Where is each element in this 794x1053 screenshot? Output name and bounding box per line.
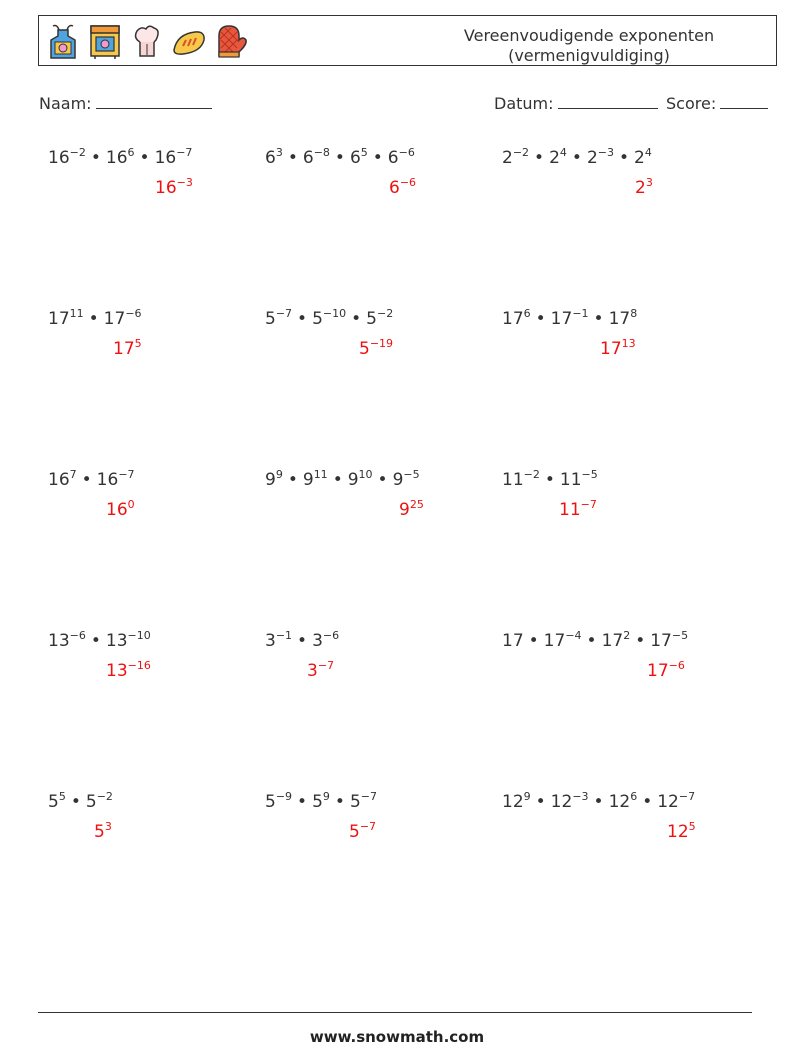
term-exponent: 7 xyxy=(69,468,77,481)
name-label: Naam: xyxy=(39,94,92,113)
answer-power xyxy=(349,822,376,842)
term-base: 12 xyxy=(550,792,573,812)
answer-base: 16 xyxy=(155,178,177,198)
multiply-dot: • xyxy=(377,470,388,490)
date-blank[interactable] xyxy=(558,92,658,109)
term-base: 16 xyxy=(105,148,128,168)
answer-base: 5 xyxy=(349,822,360,842)
term-base: 5 xyxy=(85,792,97,812)
header-icons xyxy=(45,22,249,60)
term-exponent: −5 xyxy=(671,629,689,642)
term-base: 17 xyxy=(543,631,566,651)
term-base: 13 xyxy=(105,631,128,651)
multiply-dot: • xyxy=(334,148,345,168)
term-power xyxy=(312,309,346,329)
term-exponent: −1 xyxy=(572,307,589,320)
answer-base: 2 xyxy=(635,178,646,198)
term-exponent: 9 xyxy=(322,790,330,803)
answer-base: 13 xyxy=(106,661,128,681)
term-exponent: −7 xyxy=(275,307,293,320)
term-power xyxy=(393,470,420,490)
term-base: 2 xyxy=(502,148,513,168)
term-power xyxy=(48,470,77,490)
term-exponent: −10 xyxy=(322,307,347,320)
title-line-1: Vereenvoudigende exponenten xyxy=(463,26,715,45)
answer-exponent: 25 xyxy=(409,498,424,511)
term-base: 3 xyxy=(312,631,323,651)
problem-answer xyxy=(600,339,636,359)
problem-answer xyxy=(155,178,193,198)
term-power xyxy=(502,631,524,651)
answer-exponent: 5 xyxy=(688,820,696,833)
term-base: 2 xyxy=(549,148,560,168)
problem-answer xyxy=(399,500,424,520)
answer-exponent: −6 xyxy=(668,659,685,672)
term-base: 17 xyxy=(650,631,672,651)
answer-power xyxy=(600,339,636,359)
term-base: 16 xyxy=(154,148,177,168)
term-exponent: 6 xyxy=(630,790,638,803)
answer-exponent: 13 xyxy=(621,337,636,350)
term-base: 17 xyxy=(103,309,126,329)
answer-exponent: 3 xyxy=(104,820,112,833)
score-blank[interactable] xyxy=(720,92,768,109)
answer-power xyxy=(389,178,416,198)
term-base: 12 xyxy=(608,792,631,812)
term-base: 3 xyxy=(265,631,276,651)
term-base: 11 xyxy=(502,470,524,490)
multiply-dot: • xyxy=(534,148,545,168)
term-base: 6 xyxy=(302,148,314,168)
term-exponent: 8 xyxy=(630,307,638,320)
term-power xyxy=(549,148,567,168)
problem-answer xyxy=(559,500,597,520)
worksheet-title xyxy=(439,26,739,66)
term-power xyxy=(303,470,328,490)
term-exponent: 6 xyxy=(127,146,135,159)
term-base: 17 xyxy=(502,631,524,651)
term-exponent: −2 xyxy=(512,146,530,159)
term-base: 16 xyxy=(48,470,70,490)
term-power xyxy=(502,470,540,490)
term-exponent: −3 xyxy=(572,790,589,803)
term-base: 6 xyxy=(387,148,399,168)
term-exponent: 3 xyxy=(275,146,283,159)
term-exponent: −6 xyxy=(322,629,340,642)
problem-answer xyxy=(359,339,393,359)
multiply-dot: • xyxy=(535,792,546,812)
term-exponent: 9 xyxy=(275,468,283,481)
worksheet-header xyxy=(38,15,777,66)
term-exponent: −6 xyxy=(69,629,86,642)
multiply-dot: • xyxy=(593,792,604,812)
term-base: 2 xyxy=(586,148,598,168)
term-exponent: −7 xyxy=(360,790,377,803)
answer-power xyxy=(635,178,653,198)
term-power xyxy=(265,148,283,168)
term-base: 9 xyxy=(302,470,314,490)
problem-answer xyxy=(106,661,151,681)
term-power xyxy=(657,792,695,812)
term-power xyxy=(602,631,631,651)
problem-expression xyxy=(265,631,339,651)
term-base: 17 xyxy=(608,309,631,329)
multiply-dot: • xyxy=(81,470,92,490)
term-base: 17 xyxy=(550,309,573,329)
multiply-dot: • xyxy=(593,309,604,329)
problem-expression xyxy=(502,148,652,168)
answer-power xyxy=(94,822,112,842)
multiply-dot: • xyxy=(139,148,150,168)
term-power xyxy=(265,792,292,812)
multiply-dot: • xyxy=(332,470,343,490)
term-exponent: −3 xyxy=(597,146,614,159)
term-exponent: −7 xyxy=(678,790,696,803)
term-exponent: −5 xyxy=(581,468,598,481)
multiply-dot: • xyxy=(618,148,630,168)
score-field xyxy=(666,92,768,113)
term-power xyxy=(650,631,688,651)
answer-exponent: 5 xyxy=(134,337,142,350)
problem-expression xyxy=(502,309,637,329)
answer-power xyxy=(307,661,334,681)
term-base: 5 xyxy=(48,792,59,812)
score-label: Score: xyxy=(666,94,717,113)
multiply-dot: • xyxy=(372,148,383,168)
answer-base: 9 xyxy=(399,500,410,520)
answer-power xyxy=(399,500,424,520)
answer-base: 11 xyxy=(559,500,581,520)
term-base: 6 xyxy=(265,148,276,168)
multiply-dot: • xyxy=(90,631,101,651)
answer-base: 16 xyxy=(106,500,128,520)
multiply-dot: • xyxy=(297,631,308,651)
term-exponent: 5 xyxy=(58,790,66,803)
term-power xyxy=(502,309,531,329)
term-base: 6 xyxy=(349,148,361,168)
answer-power xyxy=(155,178,193,198)
multiply-dot: • xyxy=(571,148,582,168)
term-power xyxy=(312,792,330,812)
term-power xyxy=(560,470,598,490)
term-power xyxy=(551,309,589,329)
name-field xyxy=(39,92,212,113)
term-exponent: −2 xyxy=(523,468,540,481)
term-exponent: 4 xyxy=(644,146,652,159)
problem-expression xyxy=(502,470,598,490)
answer-power xyxy=(359,339,393,359)
term-exponent: 2 xyxy=(623,629,631,642)
answer-power xyxy=(113,339,142,359)
bread-icon xyxy=(171,22,207,60)
term-power xyxy=(265,309,292,329)
multiply-dot: • xyxy=(334,792,345,812)
term-power xyxy=(97,470,135,490)
term-power xyxy=(86,792,113,812)
answer-power xyxy=(647,661,685,681)
term-base: 5 xyxy=(312,792,323,812)
answer-power xyxy=(559,500,597,520)
problem-answer xyxy=(349,822,376,842)
term-exponent: −6 xyxy=(125,307,142,320)
term-power xyxy=(350,148,368,168)
term-exponent: −4 xyxy=(565,629,582,642)
answer-base: 17 xyxy=(647,661,669,681)
problem-expression xyxy=(502,631,688,651)
term-exponent: 5 xyxy=(360,146,368,159)
term-power xyxy=(106,148,135,168)
term-exponent: 4 xyxy=(559,146,567,159)
apron-icon xyxy=(45,22,81,60)
problem-expression xyxy=(48,309,142,329)
term-base: 5 xyxy=(312,309,323,329)
term-power xyxy=(587,148,614,168)
term-power xyxy=(155,148,193,168)
problem-expression xyxy=(502,792,695,812)
answer-exponent: −3 xyxy=(176,176,193,189)
date-label: Datum: xyxy=(494,94,554,113)
term-exponent: −8 xyxy=(313,146,330,159)
term-power xyxy=(106,631,151,651)
term-exponent: 11 xyxy=(69,307,84,320)
answer-exponent: −7 xyxy=(317,659,335,672)
answer-exponent: −19 xyxy=(369,337,394,350)
problem-expression xyxy=(48,470,135,490)
term-power xyxy=(265,631,292,651)
answer-base: 12 xyxy=(667,822,689,842)
term-exponent: −6 xyxy=(398,146,415,159)
problem-answer xyxy=(94,822,112,842)
multiply-dot: • xyxy=(297,792,308,812)
term-power xyxy=(48,792,66,812)
term-base: 9 xyxy=(265,470,276,490)
term-exponent: −2 xyxy=(96,790,113,803)
answer-base: 6 xyxy=(389,178,400,198)
multiply-dot: • xyxy=(544,470,555,490)
oven-icon xyxy=(87,22,123,60)
answer-base: 17 xyxy=(113,339,135,359)
oven-mitt-icon xyxy=(213,22,249,60)
term-power xyxy=(609,309,638,329)
answer-power xyxy=(106,500,135,520)
term-exponent: −9 xyxy=(275,790,293,803)
multiply-dot: • xyxy=(70,792,81,812)
term-base: 5 xyxy=(366,309,377,329)
term-power xyxy=(348,470,373,490)
problem-expression xyxy=(48,631,151,651)
footer-website: www.snowmath.com xyxy=(309,1028,485,1046)
answer-base: 5 xyxy=(94,822,105,842)
problem-expression xyxy=(48,148,192,168)
answer-exponent: 3 xyxy=(645,176,653,189)
multiply-dot: • xyxy=(287,148,298,168)
problem-expression xyxy=(265,470,420,490)
answer-exponent: −7 xyxy=(580,498,597,511)
answer-exponent: −6 xyxy=(399,176,417,189)
term-exponent: 6 xyxy=(523,307,531,320)
term-power xyxy=(544,631,582,651)
term-power xyxy=(388,148,415,168)
problem-expression xyxy=(265,148,415,168)
answer-base: 3 xyxy=(307,661,318,681)
multiply-dot: • xyxy=(528,631,539,651)
multiply-dot: • xyxy=(635,631,646,651)
multiply-dot: • xyxy=(642,792,653,812)
footer-divider xyxy=(38,1012,752,1013)
term-base: 12 xyxy=(657,792,679,812)
term-base: 5 xyxy=(265,792,276,812)
term-exponent: −7 xyxy=(176,146,193,159)
term-base: 16 xyxy=(48,148,70,168)
problem-expression xyxy=(265,309,393,329)
multiply-dot: • xyxy=(351,309,362,329)
multiply-dot: • xyxy=(586,631,597,651)
problem-answer xyxy=(647,661,685,681)
term-base: 17 xyxy=(502,309,524,329)
term-base: 17 xyxy=(601,631,624,651)
chef-hat-icon xyxy=(129,22,165,60)
term-base: 5 xyxy=(349,792,361,812)
title-line-2: (vermenigvuldiging) xyxy=(508,46,670,65)
problem-answer xyxy=(106,500,135,520)
term-power xyxy=(366,309,393,329)
term-exponent: −2 xyxy=(376,307,394,320)
answer-base: 5 xyxy=(359,339,370,359)
term-power xyxy=(502,148,529,168)
term-power xyxy=(48,309,84,329)
answer-base: 17 xyxy=(600,339,622,359)
term-base: 11 xyxy=(559,470,582,490)
multiply-dot: • xyxy=(88,309,99,329)
multiply-dot: • xyxy=(297,309,308,329)
date-field xyxy=(494,92,658,113)
term-exponent: −1 xyxy=(275,629,293,642)
term-power xyxy=(303,148,330,168)
term-base: 16 xyxy=(96,470,119,490)
term-power xyxy=(350,792,377,812)
problem-answer xyxy=(635,178,653,198)
multiply-dot: • xyxy=(535,309,546,329)
term-base: 9 xyxy=(347,470,359,490)
answer-power xyxy=(667,822,696,842)
term-base: 5 xyxy=(265,309,276,329)
problem-expression xyxy=(265,792,377,812)
term-base: 2 xyxy=(634,148,645,168)
term-exponent: −7 xyxy=(118,468,135,481)
term-exponent: −2 xyxy=(69,146,86,159)
problem-answer xyxy=(113,339,142,359)
problem-answer xyxy=(667,822,696,842)
term-power xyxy=(634,148,652,168)
term-base: 13 xyxy=(48,631,70,651)
problem-answer xyxy=(389,178,416,198)
term-exponent: 10 xyxy=(358,468,373,481)
answer-exponent: −16 xyxy=(127,659,151,672)
term-base: 12 xyxy=(502,792,524,812)
term-exponent: −10 xyxy=(127,629,151,642)
term-exponent: 11 xyxy=(313,468,328,481)
term-power xyxy=(551,792,589,812)
term-base: 17 xyxy=(48,309,70,329)
multiply-dot: • xyxy=(90,148,101,168)
term-power xyxy=(502,792,531,812)
multiply-dot: • xyxy=(287,470,298,490)
term-power xyxy=(104,309,142,329)
name-blank[interactable] xyxy=(96,92,212,109)
term-power xyxy=(48,631,86,651)
problem-answer xyxy=(307,661,334,681)
term-power xyxy=(609,792,638,812)
term-exponent: −5 xyxy=(403,468,420,481)
answer-exponent: 0 xyxy=(127,498,135,511)
term-power xyxy=(312,631,339,651)
answer-exponent: −7 xyxy=(359,820,377,833)
term-base: 9 xyxy=(392,470,404,490)
problem-expression xyxy=(48,792,113,812)
answer-power xyxy=(106,661,151,681)
term-power xyxy=(48,148,86,168)
term-exponent: 9 xyxy=(523,790,531,803)
term-power xyxy=(265,470,283,490)
